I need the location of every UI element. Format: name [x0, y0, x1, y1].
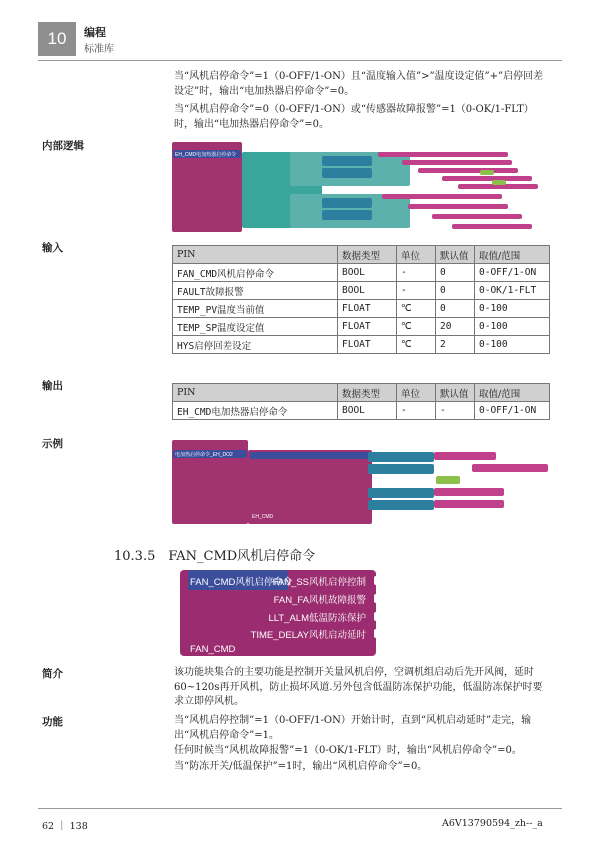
- cell: FLOAT: [338, 336, 397, 354]
- th-unit: 单位: [397, 384, 436, 402]
- table-row: [173, 282, 550, 300]
- table-row: [173, 336, 550, 354]
- section-label-logic: 内部逻辑: [42, 140, 84, 152]
- cell: -: [397, 282, 436, 300]
- port-notch: [374, 612, 380, 621]
- cell: 0: [436, 264, 475, 282]
- section-label-function: 功能: [42, 716, 63, 728]
- function-paragraph-1: 当“风机启停控制”=1（0-OFF/1-ON）开始计时，直到“风机启动延时”走完，输出“风机启停命令”=1。: [174, 715, 532, 741]
- th-pin: PIN: [173, 384, 338, 402]
- cell: FAULT故障报警: [173, 282, 338, 300]
- section-label-output: 输出: [42, 380, 63, 392]
- port-notch: [374, 629, 380, 638]
- th-pin: PIN: [173, 246, 338, 264]
- section-label-example: 示例: [42, 438, 63, 450]
- page-number: 62 ｜ 138: [42, 821, 88, 832]
- cell: ℃: [397, 336, 436, 354]
- cell: FAN_CMD风机启停命令: [173, 264, 338, 282]
- th-type: 数据类型: [338, 246, 397, 264]
- cell: ℃: [397, 318, 436, 336]
- cell: 20: [436, 318, 475, 336]
- port-notch: [374, 594, 380, 603]
- cell: HYS启停回差设定: [173, 336, 338, 354]
- cell: 2: [436, 336, 475, 354]
- cell: FLOAT: [338, 300, 397, 318]
- document-id: A6V13790594_zh--_a: [442, 818, 543, 829]
- section-label-brief: 简介: [42, 668, 63, 680]
- header-title: 编程: [84, 26, 106, 39]
- cell: BOOL: [338, 264, 397, 282]
- brief-text: 该功能块集合的主要功能是控制开关量风机启停，空调机组启动后先开风阀，延时60~120s再开风机，防止损坏风道.另外包含低温防冻保护功能，低温防冻保护时要求立即停风机。: [174, 667, 543, 707]
- chapter-number: 10: [38, 22, 76, 56]
- header-divider: [38, 60, 562, 61]
- header-subtitle: 标准库: [84, 44, 114, 55]
- cell: 0: [436, 282, 475, 300]
- cell: -: [397, 264, 436, 282]
- input-table-header: [173, 246, 550, 264]
- table-row: [173, 300, 550, 318]
- th-range: 取值/范围: [475, 384, 550, 402]
- cell: TEMP_PV温度当前值: [173, 300, 338, 318]
- cell: BOOL: [338, 402, 397, 420]
- cell: -: [397, 402, 436, 420]
- fan-block-output-2: FAN_FA风机故障报警: [273, 595, 366, 606]
- input-table: [172, 245, 550, 354]
- fan-block-output-3: LLT_ALM低温防冻保护: [268, 613, 366, 624]
- example-diagram: [172, 440, 544, 524]
- cell: 0-100: [475, 300, 550, 318]
- cell: EH_CMD电加热器启停命令: [173, 402, 338, 420]
- th-range: 取值/范围: [475, 246, 550, 264]
- function-paragraph-2: 任何时候当“风机故障报警”=1（0-OK/1-FLT）时，输出“风机启停命令”=0。: [174, 745, 522, 756]
- th-default: 默认值: [436, 384, 475, 402]
- cell: FLOAT: [338, 318, 397, 336]
- cell: ℃: [397, 300, 436, 318]
- cell: -: [436, 402, 475, 420]
- cell: 0-OK/1-FLT: [475, 282, 550, 300]
- function-paragraph-3: 当“防冻开关/低温保护”=1时，输出“风机启停命令”=0。: [174, 761, 428, 772]
- intro-paragraph-2: 当“风机启停命令”=0（0-OFF/1-ON）或“传感器故障报警”=1（0-OK/1-FLT）时，输出“电加热器启停命令”=0。: [174, 104, 534, 130]
- logic-head-label: EH_CMD电加热器启停命令: [175, 152, 237, 158]
- cell: 0-100: [475, 318, 550, 336]
- section-label-input: 输入: [42, 242, 63, 254]
- footer-divider: [38, 808, 562, 809]
- cell: BOOL: [338, 282, 397, 300]
- table-row: [173, 264, 550, 282]
- logic-diagram: [172, 142, 544, 232]
- table-row: [173, 318, 550, 336]
- cell: TEMP_SP温度设定值: [173, 318, 338, 336]
- fan-block-output-1: FAN_SS风机启停控制: [272, 577, 366, 588]
- intro-paragraph-1: 当“风机启停命令”=1（0-OFF/1-ON）且“温度输入值”>”温度设定值”+”启停回差设定”时，输出“电加热器启停命令”=0。: [174, 71, 544, 97]
- example-head-label: 电加热启停命令_EH_DO2: [175, 452, 233, 458]
- subsection-title: 10.3.5 FAN_CMD风机启停命令: [114, 549, 316, 564]
- fan-block-bottom: FAN_CMD: [190, 644, 236, 655]
- output-table-header: [173, 384, 550, 402]
- cell: 0-100: [475, 336, 550, 354]
- fan-block-input: FAN_CMD风机启停命令: [190, 577, 293, 588]
- output-table: [172, 383, 550, 420]
- fan-cmd-function-block: [180, 570, 376, 656]
- port-notch: [374, 576, 380, 585]
- cell: 0: [436, 300, 475, 318]
- example-out-label: EH_CMD: [252, 514, 274, 520]
- th-unit: 单位: [397, 246, 436, 264]
- cell: 0-OFF/1-ON: [475, 264, 550, 282]
- fan-block-output-4: TIME_DELAY风机启动延时: [250, 630, 366, 641]
- th-type: 数据类型: [338, 384, 397, 402]
- th-default: 默认值: [436, 246, 475, 264]
- cell: 0-OFF/1-ON: [475, 402, 550, 420]
- table-row: [173, 402, 550, 420]
